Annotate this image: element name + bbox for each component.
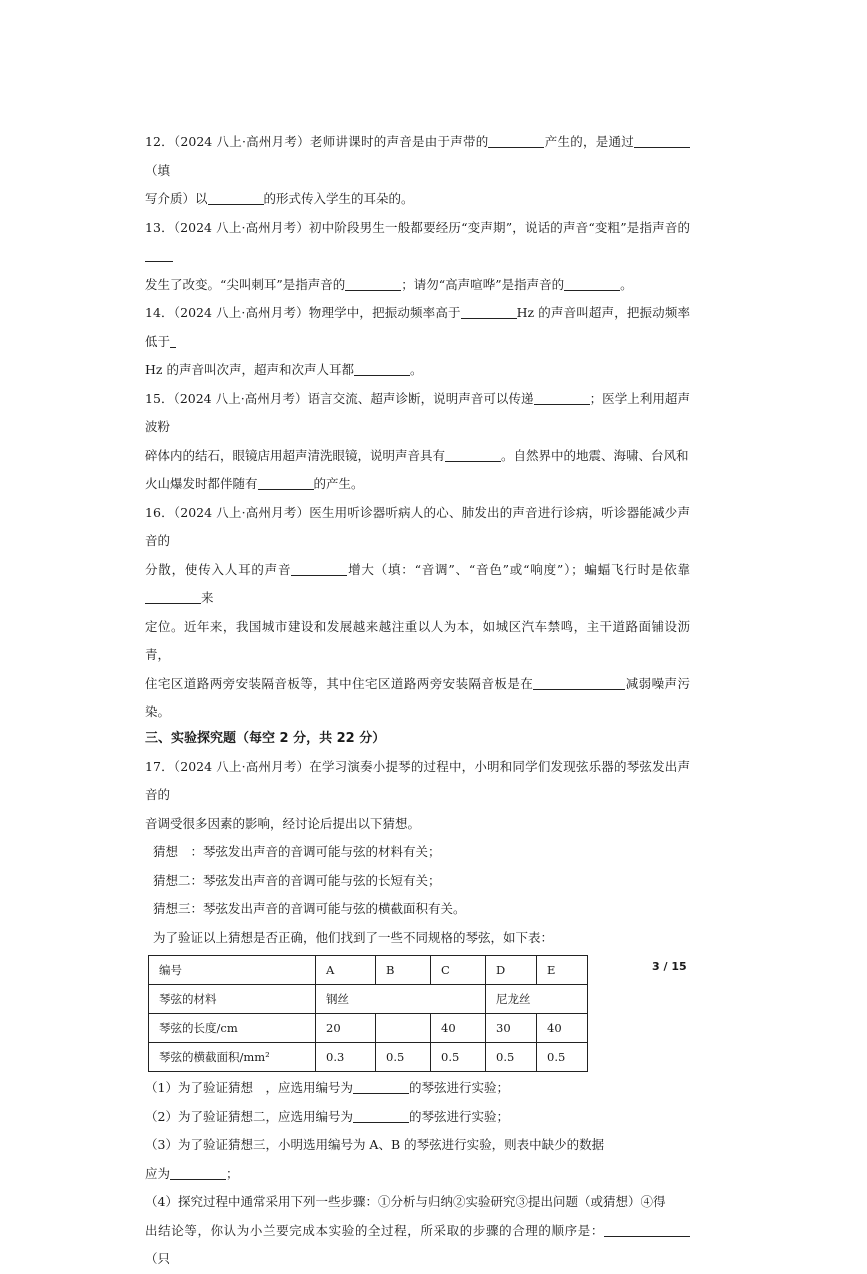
blank[interactable] [604, 1222, 690, 1237]
blank[interactable] [533, 675, 625, 690]
question-17-intro: 17．（2024 八上·高州月考）在学习演奏小提琴的过程中，小明和同学们发现弦乐器的琴弦发出声音的 音调受很多因素的影响，经讨论后提出以下猜想。 [145, 758, 690, 831]
sub-question-1: （1）为了验证猜想 ，应选用编号为 的琴弦进行实验； [145, 1080, 509, 1095]
blank[interactable] [291, 561, 347, 576]
table-row: 琴弦的材料 钢丝 尼龙丝 [149, 985, 588, 1014]
question-15: 15．（2024 八上·高州月考）语言交流、超声诊断，说明声音可以传递 ；医学上利用超声波粉 碎体内的结石，眼镜店用超声清洗眼镜，说明声音具有 。自然界中的地震、海啸、台风和 火山爆发时都伴随有 的产生。 [145, 390, 690, 491]
guess-2: 猜想二：琴弦发出声音的音调可能与弦的长短有关； [153, 872, 441, 888]
blank[interactable] [345, 276, 401, 291]
question-14: 14．（2024 八上·高州月考）物理学中，把振动频率高于 Hz 的声音叫超声，把振动频率低于 Hz 的声音叫次声，超声和次声人耳都 。 [145, 305, 690, 377]
blank[interactable] [170, 333, 176, 348]
section-heading: 三、实验探究题（每空 2 分，共 22 分） [145, 730, 386, 746]
question-12: 12．（2024 八上·高州月考）老师讲课时的声音是由于声带的 产生的，是通过（填 写介质）以 的形式传入学生的耳朵的。 [145, 128, 690, 214]
sub-question-3: （3）为了验证猜想三，小明选用编号为 A、B 的琴弦进行实验，则表中缺少的数据 应为 ； [145, 1137, 605, 1181]
sub-question-4: （4）探究过程中通常采用下列一些步骤：①分析与归纳②实验研究③提出问题（或猜想）④得 出结论等，你认为小兰要完成本实验的全过程，所采取的步骤的合理的顺序是：（只 [145, 1188, 690, 1274]
table-row: 琴弦的横截面积/mm² 0.3 0.5 0.5 0.5 0.5 [149, 1043, 588, 1072]
guess-3: 猜想三：琴弦发出声音的音调可能与弦的横截面积有关。 [153, 901, 466, 916]
table-intro: 为了验证以上猜想是否正确，他们找到了一些不同规格的琴弦，如下表： [153, 929, 554, 945]
blank[interactable] [564, 276, 620, 291]
blank[interactable] [145, 247, 173, 262]
blank[interactable] [488, 133, 544, 148]
question-13: 13．（2024 八上·高州月考）初中阶段男生一般都要经历“变声期”，说话的声音“变粗”是指声音的 发生了改变。“尖叫刺耳”是指声音的 ；请勿“高声喧哗”是指声音的 。 [145, 219, 690, 292]
blank[interactable] [461, 304, 517, 319]
blank[interactable] [534, 390, 590, 405]
table-row: 编号 A B C D E [149, 956, 588, 985]
question-16: 16．（2024 八上·高州月考）医生用听诊器听病人的心、肺发出的声音进行诊病，听诊器能减少声音的 分散，使传入人耳的声音 增大（填：“音调”、“音色”或“响度”）；蝙蝠飞行时是依靠来 定位。近年来，我国城市建设和发展越来越注重以人为本，如城区汽车禁鸣，主干道路面铺设沥青， 住宅区道路两旁安装隔音板等，其中住宅区道路两旁安装隔音板是在 减弱噪声污染。 [145, 504, 690, 719]
blank[interactable] [170, 1165, 226, 1180]
document-content [145, 128, 690, 1274]
page-number: 3 / 15 [652, 960, 687, 973]
table-row: 琴弦的长度/cm 20 40 30 40 [149, 1014, 588, 1043]
blank[interactable] [145, 589, 201, 604]
blank[interactable] [354, 361, 410, 376]
sub-question-2: （2）为了验证猜想二，应选用编号为 的琴弦进行实验； [145, 1108, 509, 1124]
guess-1: 猜想 ：琴弦发出声音的音调可能与弦的材料有关； [153, 844, 441, 859]
blank[interactable] [208, 190, 264, 205]
blank[interactable] [353, 1108, 409, 1123]
blank[interactable] [445, 447, 501, 462]
string-spec-table [148, 955, 690, 1072]
blank[interactable] [634, 133, 690, 148]
blank[interactable] [258, 475, 314, 490]
blank[interactable] [353, 1079, 409, 1094]
